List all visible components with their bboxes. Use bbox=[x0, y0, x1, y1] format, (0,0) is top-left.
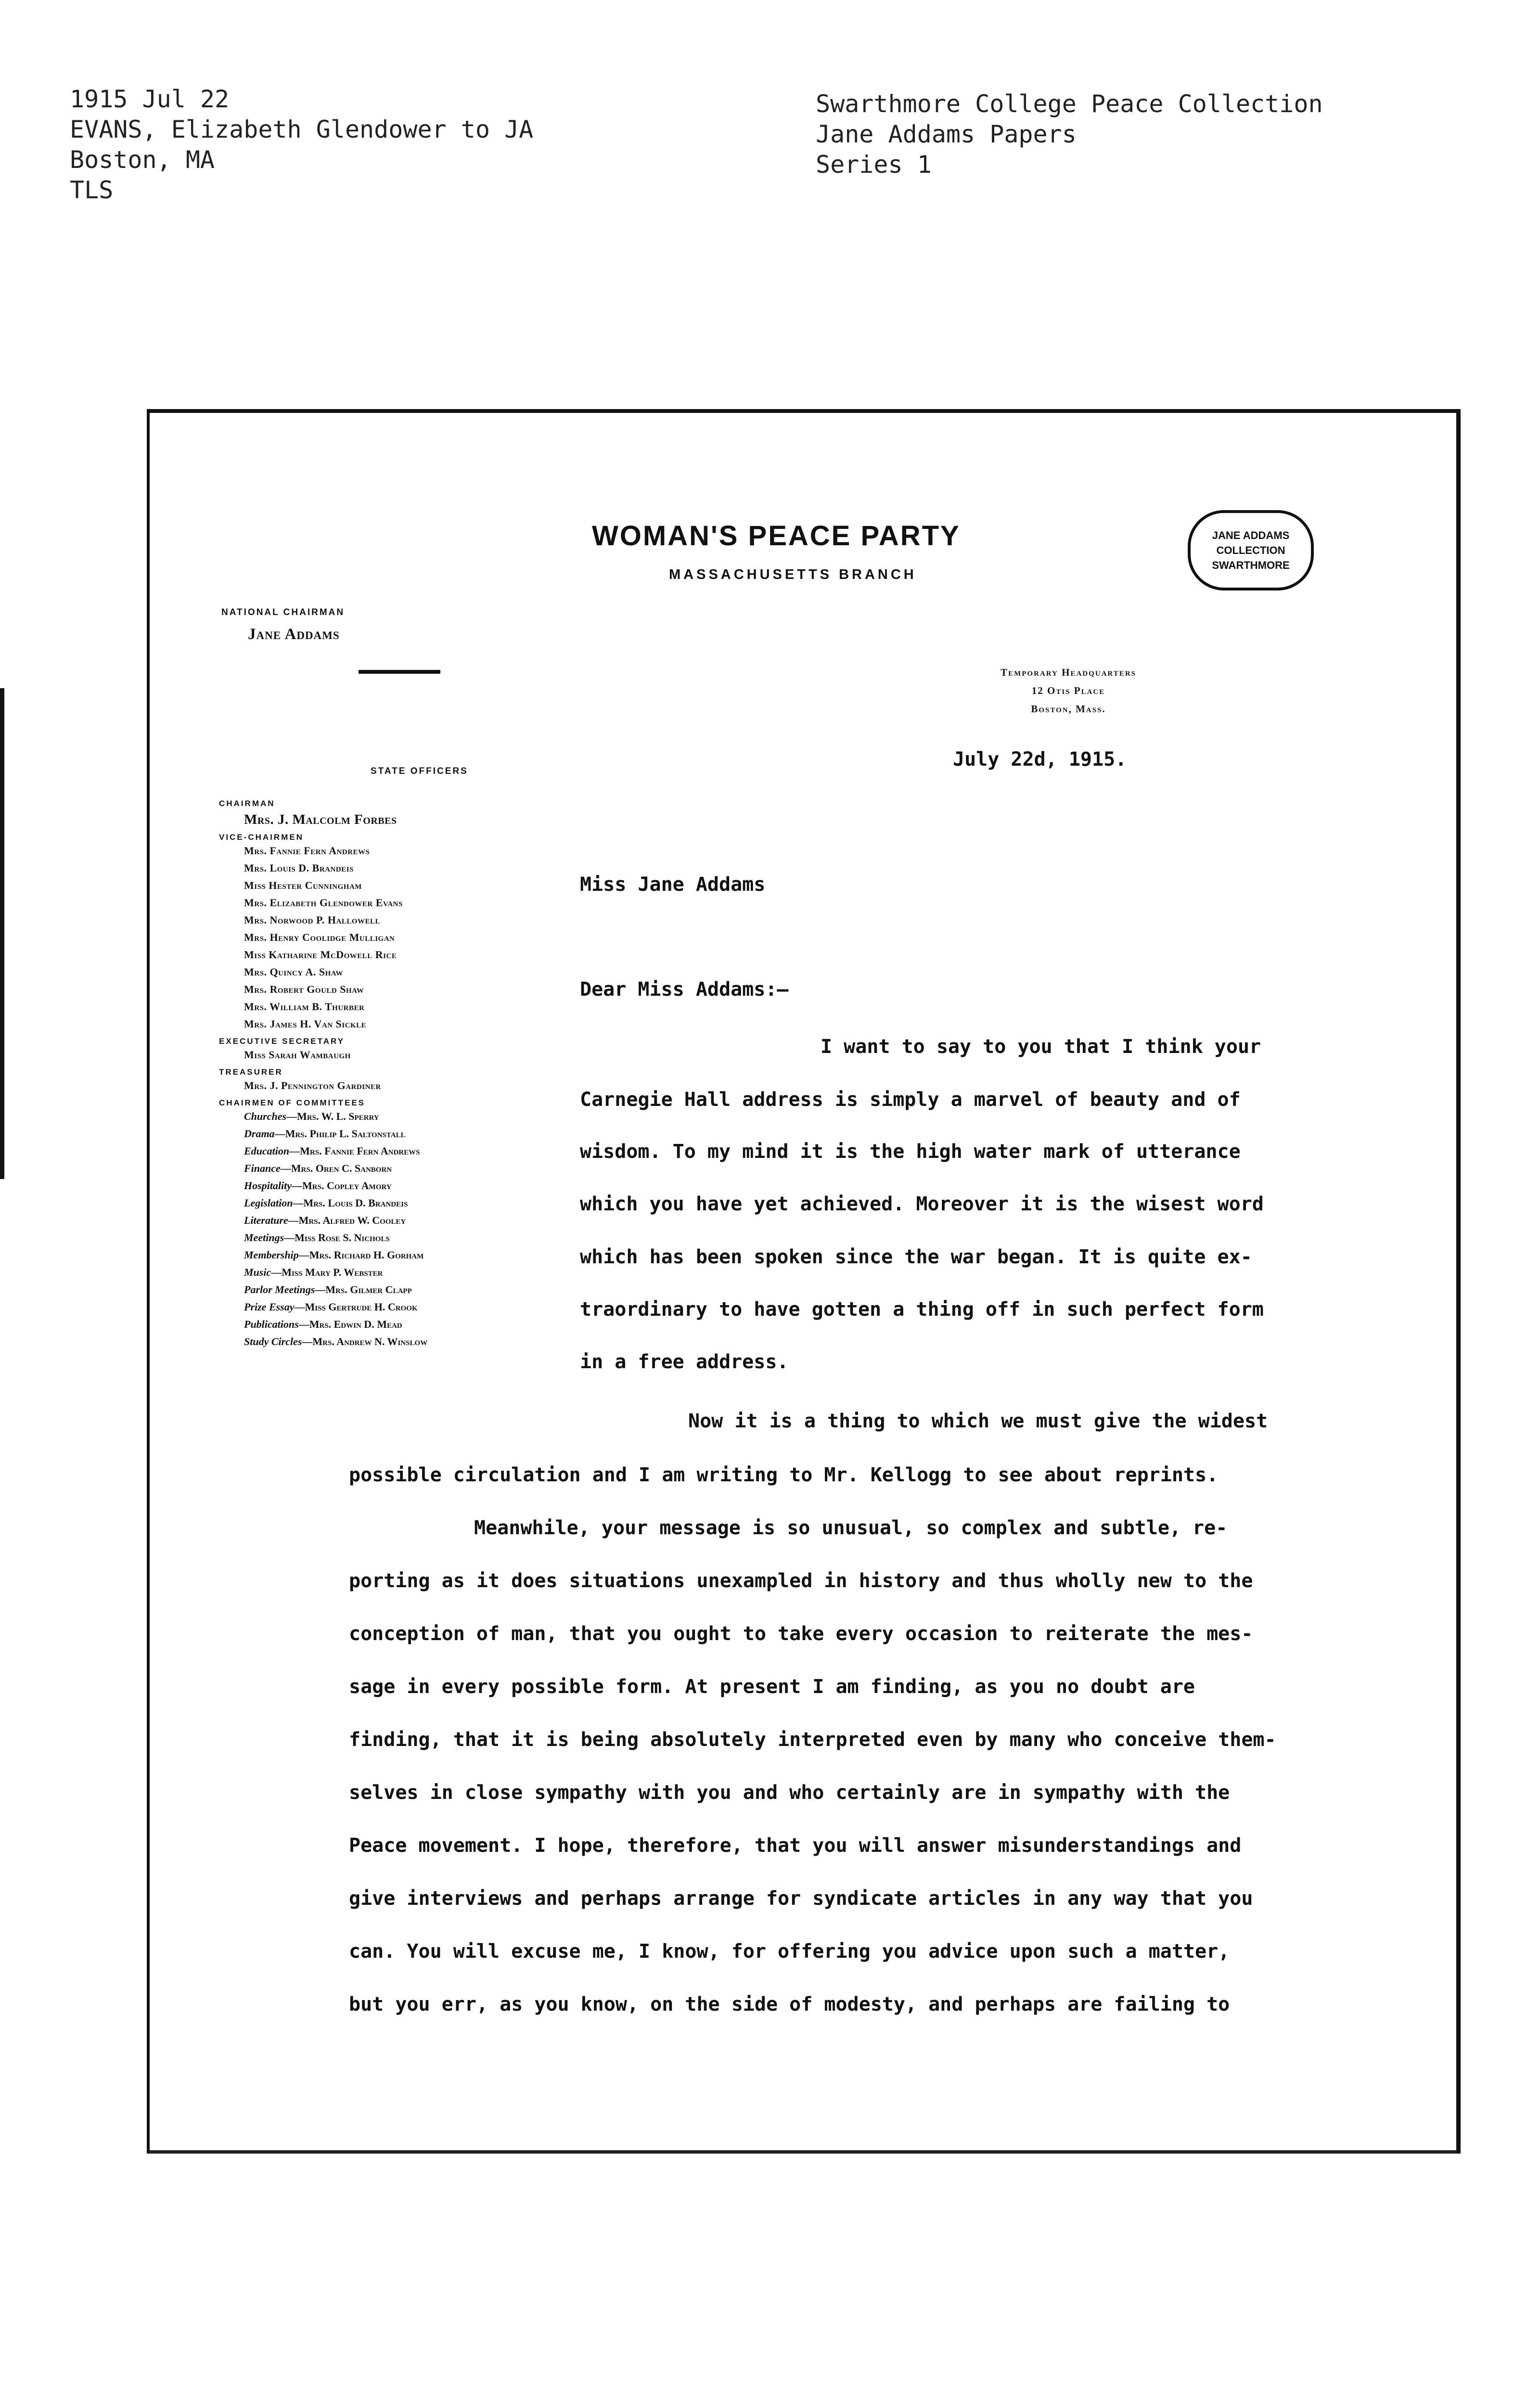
letter-body-line: can. You will excuse me, I know, for offering you advice upon such a matter, bbox=[349, 1940, 1230, 1963]
committee-area: Prize Essay bbox=[244, 1301, 295, 1313]
committee-area: Study Circles bbox=[244, 1335, 302, 1348]
committee-separator: — bbox=[298, 1249, 309, 1261]
letter-body-line: Meanwhile, your message is so unusual, so complex and subtle, re- bbox=[474, 1517, 1228, 1539]
letter-body-line: Carnegie Hall address is simply a marvel of beauty and of bbox=[580, 1089, 1241, 1111]
committee-separator: — bbox=[315, 1283, 326, 1296]
exec-secretary-name: Miss Sarah Wambaugh bbox=[244, 1049, 351, 1061]
committee-area: Literature bbox=[244, 1214, 288, 1226]
committee-area: Membership bbox=[244, 1249, 299, 1261]
vice-chairman-item: Mrs. Henry Coolidge Mulligan bbox=[244, 931, 395, 943]
committee-item bbox=[244, 1229, 556, 1246]
vice-chairman-item: Mrs. James H. Van Sickle bbox=[244, 1018, 367, 1030]
letter-body-line: porting as it does situations unexampled in history and thus wholly new to the bbox=[349, 1570, 1253, 1592]
committee-separator: — bbox=[288, 1214, 299, 1226]
chairman-name: Mrs. J. Malcolm Forbes bbox=[244, 812, 397, 827]
letter-body-line: possible circulation and I am writing to Mr. Kellogg to see about reprints. bbox=[349, 1464, 1219, 1486]
committee-chair: Mrs. Copley Amory bbox=[302, 1180, 392, 1192]
branch-name: MASSACHUSETTS BRANCH bbox=[669, 567, 917, 582]
committee-item bbox=[244, 1316, 556, 1333]
vice-chairmen-list bbox=[244, 842, 556, 1033]
letter-body-line: selves in close sympathy with you and who certainly are in sympathy with the bbox=[349, 1782, 1230, 1804]
letter-body-line: but you err, as you know, on the side of modesty, and perhaps are failing to bbox=[349, 1993, 1230, 2015]
committee-area: Drama bbox=[244, 1128, 275, 1140]
chairman-label: CHAIRMAN bbox=[219, 799, 275, 808]
frame-left-edge bbox=[147, 409, 150, 2154]
catalog-place: Boston, MA bbox=[70, 146, 215, 174]
committee-chair: Mrs. Richard H. Gorham bbox=[309, 1249, 424, 1261]
vice-chairman-item: Mrs. Elizabeth Glendower Evans bbox=[244, 897, 403, 909]
committee-chair: Mrs. W. L. Sperry bbox=[297, 1110, 379, 1122]
frame-bottom-edge bbox=[147, 2150, 1461, 2154]
catalog-header bbox=[70, 84, 533, 205]
committee-chair: Mrs. Alfred W. Cooley bbox=[298, 1214, 406, 1226]
letter-body-line: traordinary to have gotten a thing off in such perfect form bbox=[580, 1298, 1264, 1321]
committees-list bbox=[244, 1108, 556, 1350]
committee-area: Music bbox=[244, 1266, 271, 1278]
committee-area: Hospitality bbox=[244, 1180, 292, 1192]
stamp-line-3: SWARTHMORE bbox=[1212, 559, 1290, 571]
committees-label: CHAIRMEN OF COMMITTEES bbox=[219, 1098, 365, 1107]
letter-body-line: in a free address. bbox=[580, 1351, 789, 1373]
committee-chair: Miss Rose S. Nichols bbox=[295, 1232, 390, 1244]
org-name: WOMAN'S PEACE PARTY bbox=[592, 520, 961, 552]
letter-body-line: wisdom. To my mind it is the high water mark of utterance bbox=[580, 1141, 1241, 1163]
treasurer-name: Mrs. J. Pennington Gardiner bbox=[244, 1079, 381, 1091]
committee-separator: — bbox=[274, 1128, 285, 1140]
vice-chairman-item: Mrs. Quincy A. Shaw bbox=[244, 966, 343, 978]
letter-body-line: give interviews and perhaps arrange for syndicate articles in any way that you bbox=[349, 1887, 1253, 1910]
letter-body-line: conception of man, that you ought to take every occasion to reiterate the mes- bbox=[349, 1623, 1253, 1645]
committee-item bbox=[244, 1177, 556, 1194]
committee-item bbox=[244, 1194, 556, 1212]
letter-body-line: which you have yet achieved. Moreover it is the wisest word bbox=[580, 1193, 1264, 1215]
committee-item bbox=[244, 1246, 556, 1264]
committee-separator: — bbox=[294, 1301, 305, 1313]
committee-chair: Miss Mary P. Webster bbox=[282, 1266, 383, 1278]
committee-item bbox=[244, 1108, 556, 1125]
committee-item bbox=[244, 1333, 556, 1350]
vice-chairman-item: Miss Hester Cunningham bbox=[244, 879, 362, 891]
national-chairman-label: NATIONAL CHAIRMAN bbox=[221, 607, 345, 617]
committee-separator: — bbox=[280, 1162, 291, 1174]
committee-chair: Mrs. Fannie Fern Andrews bbox=[300, 1145, 420, 1157]
stamp-line-2: COLLECTION bbox=[1216, 544, 1285, 556]
committee-item bbox=[244, 1281, 556, 1298]
vice-chairman-item: Mrs. Fannie Fern Andrews bbox=[244, 845, 370, 857]
committee-area: Publications bbox=[244, 1318, 299, 1330]
committee-item bbox=[244, 1264, 556, 1281]
committee-separator: — bbox=[286, 1110, 297, 1122]
committee-separator: — bbox=[292, 1180, 302, 1192]
hq-line-1: Temporary Headquarters bbox=[1001, 667, 1136, 678]
vice-chairmen-label: VICE-CHAIRMEN bbox=[219, 833, 304, 842]
collection-papers: Jane Addams Papers bbox=[816, 120, 1077, 148]
vice-chairman-item: Mrs. William B. Thurber bbox=[244, 1001, 365, 1013]
committee-item bbox=[244, 1212, 556, 1229]
committee-chair: Mrs. Louis D. Brandeis bbox=[303, 1197, 408, 1209]
committee-separator: — bbox=[271, 1266, 282, 1278]
national-chairman-name: Jane Addams bbox=[248, 626, 340, 643]
letter-salutation: Dear Miss Addams:— bbox=[580, 978, 789, 1001]
hq-line-3: Boston, Mass. bbox=[1031, 703, 1106, 715]
committee-chair: Mrs. Philip L. Saltonstall bbox=[285, 1128, 406, 1140]
catalog-date: 1915 Jul 22 bbox=[70, 85, 230, 113]
committee-area: Meetings bbox=[244, 1232, 284, 1244]
committee-chair: Mrs. Gilmer Clapp bbox=[325, 1283, 412, 1296]
frame-right-edge bbox=[1456, 409, 1461, 2154]
catalog-doc-type: TLS bbox=[70, 176, 114, 204]
letter-body-line: which has been spoken since the war began. It is quite ex- bbox=[580, 1246, 1252, 1268]
committee-item bbox=[244, 1125, 556, 1142]
committee-area: Churches bbox=[244, 1110, 287, 1122]
letter-body-line: Now it is a thing to which we must give the widest bbox=[688, 1410, 1268, 1432]
letter-body-line: finding, that it is being absolutely interpreted even by many who conceive them- bbox=[349, 1729, 1276, 1751]
collection-name: Swarthmore College Peace Collection bbox=[816, 90, 1323, 118]
letter-addressee: Miss Jane Addams bbox=[580, 873, 766, 896]
vice-chairman-item: Mrs. Robert Gould Shaw bbox=[244, 983, 364, 995]
vice-chairman-item: Miss Katharine McDowell Rice bbox=[244, 949, 397, 961]
headquarters-block bbox=[948, 663, 1189, 718]
committee-separator: — bbox=[298, 1318, 309, 1330]
committee-separator: — bbox=[293, 1197, 304, 1209]
hq-line-2: 12 Otis Place bbox=[1031, 685, 1105, 696]
collection-header bbox=[816, 89, 1323, 180]
vice-chairman-item: Mrs. Louis D. Brandeis bbox=[244, 862, 354, 874]
letter-body-line: sage in every possible form. At present I am finding, as you no doubt are bbox=[349, 1676, 1195, 1698]
committee-item bbox=[244, 1160, 556, 1177]
frame-top-edge bbox=[147, 409, 1461, 413]
officers-sidebar bbox=[219, 799, 556, 1350]
scan-edge-mark bbox=[0, 688, 4, 1179]
collection-series: Series 1 bbox=[816, 151, 932, 179]
catalog-correspondents: EVANS, Elizabeth Glendower to JA bbox=[70, 116, 534, 143]
state-officers-label: STATE OFFICERS bbox=[371, 766, 468, 776]
committee-separator: — bbox=[289, 1145, 300, 1157]
exec-secretary-label: EXECUTIVE SECRETARY bbox=[219, 1037, 345, 1046]
committee-area: Education bbox=[244, 1145, 290, 1157]
committee-chair: Miss Gertrude H. Crook bbox=[305, 1301, 418, 1313]
collection-stamp bbox=[1188, 510, 1314, 590]
letter-body-line: Peace movement. I hope, therefore, that you will answer misunderstandings and bbox=[349, 1835, 1242, 1857]
committee-area: Parlor Meetings bbox=[244, 1283, 315, 1296]
committee-item bbox=[244, 1142, 556, 1160]
stamp-line-1: JANE ADDAMS bbox=[1212, 529, 1290, 541]
letter-body-line: I want to say to you that I think your bbox=[821, 1036, 1261, 1058]
committee-chair: Mrs. Oren C. Sanborn bbox=[291, 1162, 392, 1174]
committee-separator: — bbox=[302, 1335, 313, 1348]
committee-area: Finance bbox=[244, 1162, 281, 1174]
divider-rule bbox=[359, 670, 440, 674]
treasurer-label: TREASURER bbox=[219, 1067, 283, 1077]
committee-chair: Mrs. Edwin D. Mead bbox=[309, 1318, 402, 1330]
committee-separator: — bbox=[284, 1232, 295, 1244]
vice-chairman-item: Mrs. Norwood P. Hallowell bbox=[244, 914, 381, 926]
letter-date: July 22d, 1915. bbox=[953, 748, 1127, 770]
committee-area: Legislation bbox=[244, 1197, 293, 1209]
committee-chair: Mrs. Andrew N. Winslow bbox=[312, 1335, 428, 1348]
committee-item bbox=[244, 1298, 556, 1316]
